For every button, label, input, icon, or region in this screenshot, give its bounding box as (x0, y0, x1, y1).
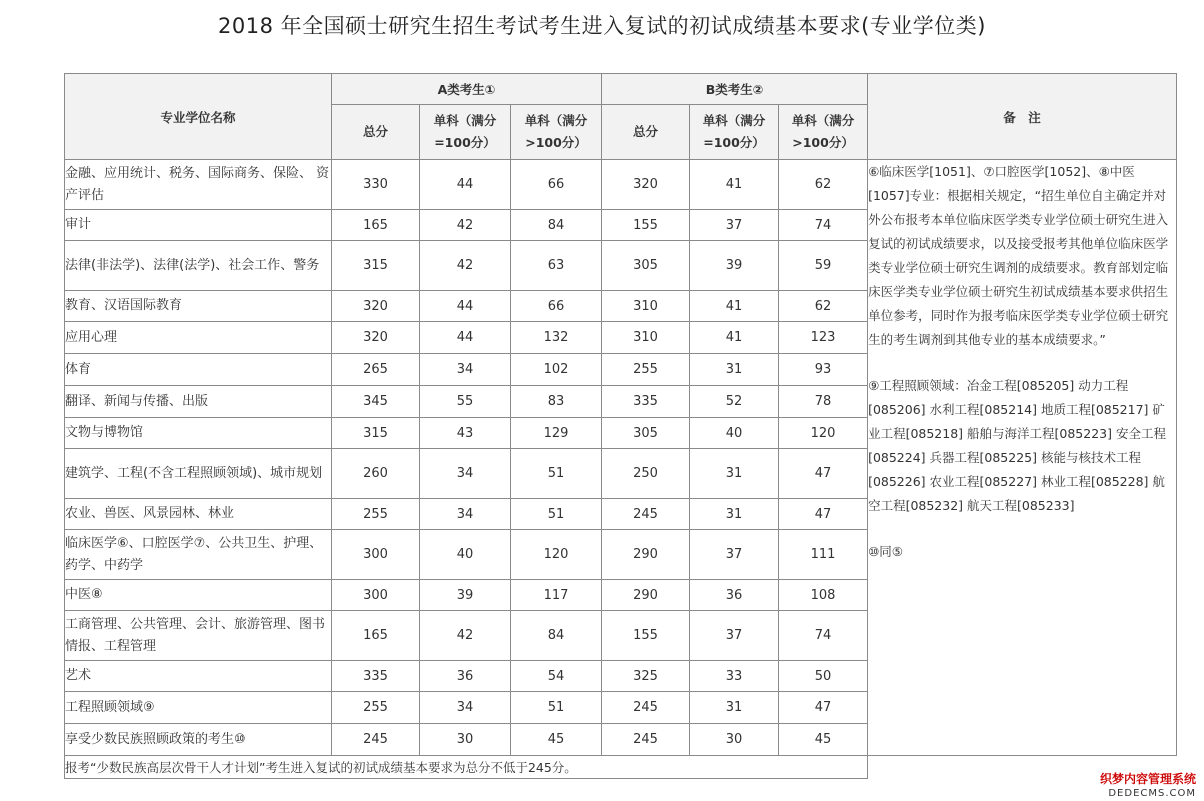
row-b-single-100: 52 (690, 386, 779, 418)
row-a-single-gt100: 51 (511, 692, 602, 724)
row-b-single-gt100: 62 (779, 291, 868, 322)
row-major-name: 法律(非法学)、法律(法学)、社会工作、警务 (65, 241, 332, 291)
row-major-name: 教育、汉语国际教育 (65, 291, 332, 322)
row-a-total: 165 (332, 210, 420, 241)
row-a-total: 165 (332, 611, 420, 661)
row-a-total: 320 (332, 322, 420, 354)
row-b-total: 245 (602, 499, 690, 530)
row-a-total: 320 (332, 291, 420, 322)
row-a-single-gt100: 45 (511, 724, 602, 756)
row-b-total: 245 (602, 692, 690, 724)
row-b-single-gt100: 62 (779, 160, 868, 210)
row-b-total: 335 (602, 386, 690, 418)
row-a-single-gt100: 54 (511, 661, 602, 692)
row-a-single-100: 34 (420, 499, 511, 530)
row-b-total: 310 (602, 322, 690, 354)
row-a-total: 265 (332, 354, 420, 386)
row-a-single-100: 44 (420, 322, 511, 354)
row-a-total: 315 (332, 418, 420, 449)
row-b-single-gt100: 111 (779, 530, 868, 580)
row-major-name: 金融、应用统计、税务、国际商务、保险、 资产评估 (65, 160, 332, 210)
row-b-single-100: 33 (690, 661, 779, 692)
remark-engineering: ⑨工程照顾领域：冶金工程[085205] 动力工程[085206] 水利工程[085214] 地质工程[085217] 矿业工程[085218] 船舶与海洋工程[085223] 安全工程[085224] 兵器工程[085225] 核能与核技术工程[085226] 农业工程[085227] 林业工程[085228] 航空工程[085232] 航天工程[085233] (868, 378, 1166, 513)
footer-note: 报考“少数民族高层次骨干人才计划”考生进入复试的初试成绩基本要求为总分不低于245分。 (65, 756, 868, 779)
row-b-total: 245 (602, 724, 690, 756)
row-b-single-100: 39 (690, 241, 779, 291)
row-b-total: 250 (602, 449, 690, 499)
row-a-total: 345 (332, 386, 420, 418)
row-a-single-gt100: 51 (511, 449, 602, 499)
row-major-name: 应用心理 (65, 322, 332, 354)
row-b-single-100: 31 (690, 692, 779, 724)
row-b-total: 290 (602, 530, 690, 580)
row-b-total: 305 (602, 418, 690, 449)
row-a-single-gt100: 120 (511, 530, 602, 580)
row-a-total: 260 (332, 449, 420, 499)
row-b-single-gt100: 50 (779, 661, 868, 692)
row-b-single-100: 37 (690, 530, 779, 580)
header-b-single-100: 单科（满分 =100分） (690, 105, 779, 160)
header-a-total: 总分 (332, 105, 420, 160)
row-a-single-gt100: 129 (511, 418, 602, 449)
row-a-single-100: 36 (420, 661, 511, 692)
row-a-single-gt100: 84 (511, 210, 602, 241)
row-b-single-gt100: 120 (779, 418, 868, 449)
row-major-name: 文物与博物馆 (65, 418, 332, 449)
row-a-single-100: 44 (420, 291, 511, 322)
remarks-cell (868, 160, 1177, 756)
row-a-total: 300 (332, 580, 420, 611)
row-a-single-gt100: 84 (511, 611, 602, 661)
row-a-single-gt100: 66 (511, 291, 602, 322)
row-a-single-gt100: 63 (511, 241, 602, 291)
score-requirements-table (64, 73, 1177, 779)
row-b-single-100: 36 (690, 580, 779, 611)
row-b-single-100: 30 (690, 724, 779, 756)
row-a-single-100: 42 (420, 241, 511, 291)
row-b-single-gt100: 108 (779, 580, 868, 611)
row-a-single-gt100: 117 (511, 580, 602, 611)
header-a-single-gt100: 单科（满分 >100分） (511, 105, 602, 160)
row-major-name: 建筑学、工程(不含工程照顾领域)、城市规划 (65, 449, 332, 499)
row-b-single-100: 37 (690, 210, 779, 241)
row-b-total: 305 (602, 241, 690, 291)
row-a-single-100: 34 (420, 692, 511, 724)
header-group-a: A类考生① (332, 74, 602, 105)
row-a-single-100: 39 (420, 580, 511, 611)
remark-medical: ⑥临床医学[1051]、⑦口腔医学[1052]、⑧中医[1057]专业：根据相关规定，“招生单位自主确定并对外公布报考本单位临床医学类专业学位硕士研究生进入复试的初试成绩要求，以及接受报考其他单位临床医学类专业学位硕士研究生调剂的成绩要求。教育部划定临床医学类专业学位硕士研究生初试成绩基本要求供招生单位参考，同时作为报考临床医学类专业学位硕士研究生的考生调剂到其他专业的基本成绩要求。” (868, 164, 1169, 347)
row-a-single-100: 34 (420, 354, 511, 386)
header-major-name: 专业学位名称 (65, 74, 332, 160)
header-a-single-100: 单科（满分 =100分） (420, 105, 511, 160)
row-major-name: 中医⑧ (65, 580, 332, 611)
row-major-name: 临床医学⑥、口腔医学⑦、公共卫生、护理、 药学、中药学 (65, 530, 332, 580)
row-a-total: 255 (332, 499, 420, 530)
row-b-single-gt100: 93 (779, 354, 868, 386)
table-row (65, 160, 1177, 210)
row-a-total: 335 (332, 661, 420, 692)
page-title: 2018 年全国硕士研究生招生考试考生进入复试的初试成绩基本要求(专业学位类) (217, 14, 986, 38)
row-b-total: 325 (602, 661, 690, 692)
row-b-single-100: 31 (690, 499, 779, 530)
row-b-total: 155 (602, 611, 690, 661)
row-b-single-100: 31 (690, 354, 779, 386)
row-b-single-100: 41 (690, 322, 779, 354)
row-a-single-100: 34 (420, 449, 511, 499)
row-major-name: 审计 (65, 210, 332, 241)
row-b-single-gt100: 123 (779, 322, 868, 354)
row-b-single-gt100: 74 (779, 611, 868, 661)
row-a-total: 300 (332, 530, 420, 580)
row-b-total: 255 (602, 354, 690, 386)
row-b-single-100: 37 (690, 611, 779, 661)
row-major-name: 农业、兽医、风景园林、林业 (65, 499, 332, 530)
row-b-single-gt100: 59 (779, 241, 868, 291)
row-major-name: 享受少数民族照顾政策的考生⑩ (65, 724, 332, 756)
row-b-single-100: 41 (690, 291, 779, 322)
row-b-single-gt100: 47 (779, 449, 868, 499)
row-a-single-100: 42 (420, 611, 511, 661)
row-major-name: 工商管理、公共管理、会计、旅游管理、图书情报、工程管理 (65, 611, 332, 661)
remark-same-as: ⑩同⑤ (868, 544, 903, 559)
header-remarks: 备 注 (868, 74, 1177, 160)
row-a-single-gt100: 83 (511, 386, 602, 418)
row-b-single-gt100: 78 (779, 386, 868, 418)
row-b-total: 290 (602, 580, 690, 611)
watermark-url: DEDECMS.COM (1108, 788, 1196, 799)
row-major-name: 工程照顾领域⑨ (65, 692, 332, 724)
row-a-single-100: 40 (420, 530, 511, 580)
row-a-single-100: 43 (420, 418, 511, 449)
row-a-single-100: 42 (420, 210, 511, 241)
row-b-single-gt100: 47 (779, 499, 868, 530)
row-a-single-100: 44 (420, 160, 511, 210)
row-major-name: 艺术 (65, 661, 332, 692)
row-major-name: 翻译、新闻与传播、出版 (65, 386, 332, 418)
row-a-single-gt100: 132 (511, 322, 602, 354)
header-b-single-gt100: 单科（满分 >100分） (779, 105, 868, 160)
row-a-single-gt100: 66 (511, 160, 602, 210)
row-a-single-gt100: 102 (511, 354, 602, 386)
row-a-total: 245 (332, 724, 420, 756)
header-group-b: B类考生② (602, 74, 868, 105)
row-b-total: 155 (602, 210, 690, 241)
header-b-total: 总分 (602, 105, 690, 160)
row-major-name: 体育 (65, 354, 332, 386)
row-b-single-gt100: 74 (779, 210, 868, 241)
row-b-single-100: 40 (690, 418, 779, 449)
row-b-total: 320 (602, 160, 690, 210)
row-b-total: 310 (602, 291, 690, 322)
row-a-single-gt100: 51 (511, 499, 602, 530)
row-b-single-100: 41 (690, 160, 779, 210)
row-a-total: 255 (332, 692, 420, 724)
row-b-single-100: 31 (690, 449, 779, 499)
watermark-logo: 织梦内容管理系统 (1099, 772, 1196, 786)
row-a-total: 315 (332, 241, 420, 291)
row-a-single-100: 30 (420, 724, 511, 756)
row-a-total: 330 (332, 160, 420, 210)
row-b-single-gt100: 47 (779, 692, 868, 724)
row-b-single-gt100: 45 (779, 724, 868, 756)
row-a-single-100: 55 (420, 386, 511, 418)
